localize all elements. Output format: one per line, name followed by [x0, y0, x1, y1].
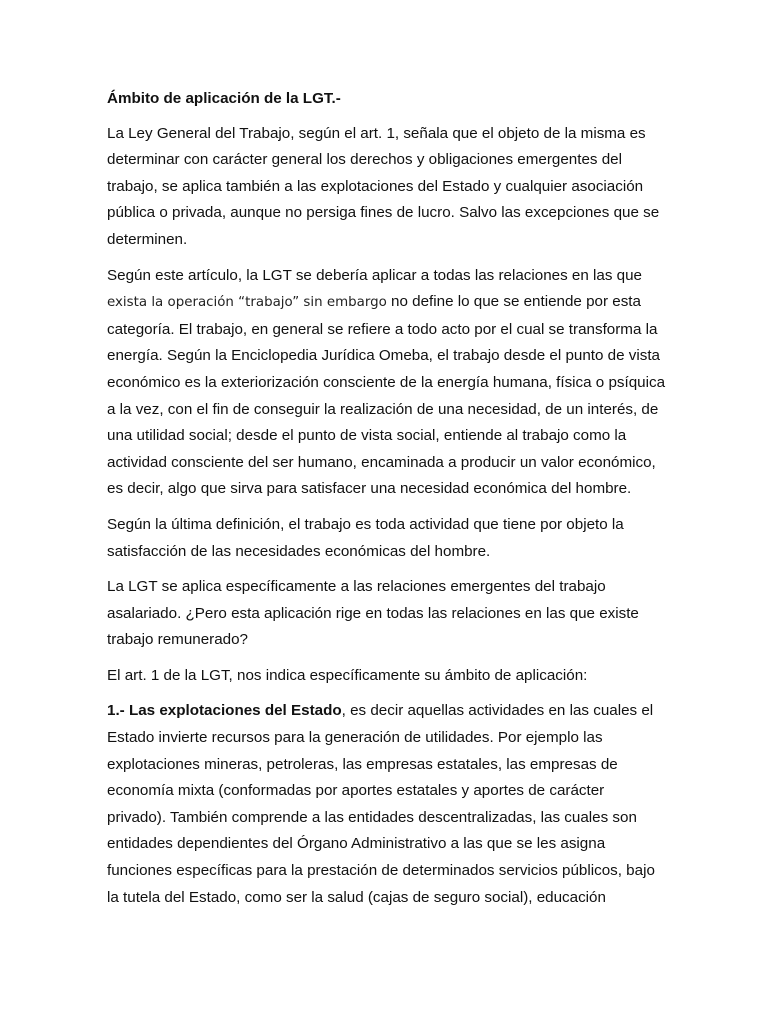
paragraph-ambito-intro [107, 663, 667, 690]
document-title: Ámbito de aplicación de la LGT.- [107, 90, 341, 107]
paragraph-segun-articulo [107, 263, 667, 503]
paragraph-bold-lead: 1.- Las explotaciones del Estado [107, 702, 342, 720]
paragraph-ultima-definicion [107, 512, 667, 565]
paragraph-text: El art. 1 de la LGT, nos indica específicamente su ámbito de aplicación: [107, 666, 588, 684]
paragraph-ley-general [107, 121, 667, 254]
paragraph-text-end: no define lo que se entiende por esta categoría. El trabajo, en general se refiere a todo acto por el cual se transforma la energía. Según la Enciclopedia Jurídica Omeba, el trabajo desde el punto de vista económico es la exteriorización consciente de la energía humana, física o psíquica a la vez, con el fin de conseguir la realización de una necesidad, de un interés, de una utilidad social; desde el punto de vista social, entiende al trabajo como la actividad consciente del ser humano, encaminada a producir un valor económico, es decir, algo que sirva para satisfacer una necesidad económica del hombre. [107, 293, 666, 498]
paragraph-text: La LGT se aplica específicamente a las relaciones emergentes del trabajo asalariado. ¿Pero esta aplicación rige en todas las relaciones en las que existe trabajo remunerado? [107, 578, 639, 649]
paragraph-text: Según la última definición, el trabajo es toda actividad que tiene por objeto la satisfacción de las necesidades económicas del hombre. [107, 515, 624, 560]
paragraph-trabajo-asalariado [107, 574, 667, 654]
paragraph-text: , es decir aquellas actividades en las cuales el Estado invierte recursos para la generación de utilidades. Por ejemplo las explotaciones mineras, petroleras, las empresas estatales, las empresas de economía mixta (conformadas por aportes estatales y aportes de carácter privado). También comprende a las entidades descentralizadas, las cuales son entidades dependientes del Órgano Administrativo a las que se les asigna funciones específicas para la prestación de determinados servicios públicos, bajo la tutela del Estado, como ser la salud (cajas de seguro social), educación [107, 702, 655, 906]
document-page [107, 86, 667, 920]
paragraph-text: La Ley General del Trabajo, según el art. 1, señala que el objeto de la misma es determinar con carácter general los derechos y obligaciones emergentes del trabajo, se aplica también a las explotaciones del Estado y cualquier asociación pública o privada, aunque no persiga fines de lucro. Salvo las excepciones que se determinen. [107, 124, 660, 248]
paragraph-text-alt-font: exista la operación “trabajo” sin embargo [107, 295, 387, 311]
paragraph-explotaciones-estado [107, 698, 667, 911]
paragraph-text-start: Según este artículo, la LGT se debería aplicar a todas las relaciones en las que [107, 266, 642, 284]
